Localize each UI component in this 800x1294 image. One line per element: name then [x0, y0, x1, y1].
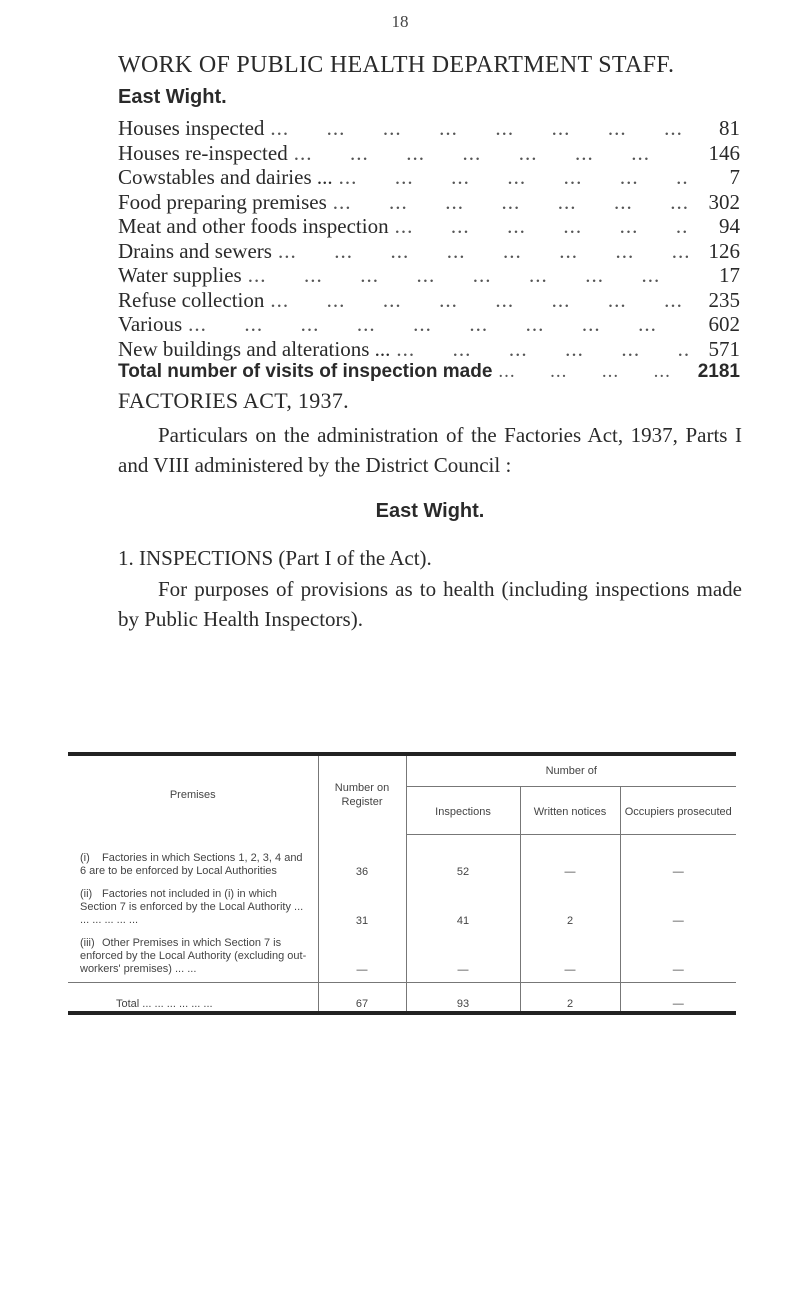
leader-dots: [272, 239, 688, 264]
visit-label: Meat and other foods inspection: [118, 214, 389, 238]
visit-value: 17: [719, 263, 740, 287]
visit-row: [118, 312, 740, 337]
visit-value: 126: [708, 238, 740, 263]
leader-dots: [242, 263, 688, 288]
cell-register: 31: [318, 884, 406, 933]
total-occupiers-prosecuted: —: [620, 983, 736, 1012]
visit-value: 302: [708, 189, 740, 214]
total-label: Total ... ... ... ... ... ...: [68, 983, 318, 1012]
cell-register: 36: [318, 835, 406, 885]
total-written-notices: 2: [520, 983, 620, 1012]
visits-total-value: 2181: [697, 361, 740, 382]
visit-row: [118, 116, 740, 141]
cell-written-notices: —: [520, 835, 620, 885]
cell-inspections: —: [406, 933, 520, 983]
visit-value: 571: [708, 336, 740, 361]
visit-row: [118, 263, 740, 288]
visit-label: Water supplies: [118, 263, 242, 287]
cell-occupiers-prosecuted: —: [620, 933, 736, 983]
leader-dots: [389, 214, 688, 239]
factories-act-heading: FACTORIES ACT, 1937.: [118, 388, 349, 413]
row-number: (i): [80, 852, 90, 864]
inspections-heading: 1. INSPECTIONS (Part I of the Act).: [118, 546, 432, 570]
visit-value: 7: [729, 165, 740, 189]
region-heading: East Wight.: [118, 86, 227, 108]
row-number: (iii): [80, 937, 95, 949]
visits-total-row: [118, 361, 740, 386]
total-inspections: 93: [406, 983, 520, 1012]
visit-label: Refuse collection: [118, 287, 265, 312]
cell-occupiers-prosecuted: —: [620, 884, 736, 933]
visit-row: [118, 337, 740, 362]
leader-dots: [264, 288, 688, 313]
premises-text: Factories not included in (i) in which Section 7 is enforced by the Local Authority ... ... ... ... ... ...: [80, 888, 304, 926]
inspections-table: [68, 756, 736, 1011]
header-written-notices: Written notices: [520, 787, 620, 835]
visit-value: 146: [708, 140, 740, 165]
visit-label: New buildings and alterations ...: [118, 336, 391, 361]
visits-total-label: Total number of visits of inspection made: [118, 361, 493, 382]
visit-row: [118, 141, 740, 166]
visit-row: [118, 288, 740, 313]
region-heading-secondary: East Wight.: [375, 500, 485, 522]
visit-label: Various: [118, 312, 183, 336]
table-row: [68, 884, 736, 933]
leader-dots: [390, 337, 688, 362]
cell-written-notices: —: [520, 933, 620, 983]
leader-dots: [264, 116, 688, 141]
cell-occupiers-prosecuted: —: [620, 835, 736, 885]
visit-value: 235: [708, 287, 740, 312]
table-row: [68, 933, 736, 983]
premises-text: Other Premises in which Section 7 is enforced by the Local Authority (excluding out-workers' premises) ... ...: [80, 937, 307, 975]
leader-dots: [288, 141, 688, 166]
premises-description: [68, 835, 318, 885]
visits-list: [118, 116, 740, 386]
page-title: WORK OF PUBLIC HEALTH DEPARTMENT STAFF.: [118, 52, 675, 78]
header-number-on-register: Number on Register: [318, 756, 406, 835]
leader-dots: [492, 361, 688, 383]
visit-row: [118, 239, 740, 264]
visit-value: 81: [719, 116, 740, 140]
premises-description: [68, 884, 318, 933]
visit-label: Houses inspected: [118, 116, 265, 140]
table-bottom-rule: [68, 1011, 736, 1015]
visit-value: 602: [708, 312, 740, 336]
table-total-row: [68, 983, 736, 1012]
inspections-table-container: [68, 752, 736, 1015]
cell-inspections: 41: [406, 884, 520, 933]
visit-label: Food preparing premises: [118, 189, 327, 214]
purposes-paragraph: For purposes of provisions as to health (including inspections made by Public Health Inspectors).: [118, 577, 742, 631]
header-number-of: Number of: [406, 756, 736, 787]
premises-text: Factories in which Sections 1, 2, 3, 4 and 6 are to be enforced by Local Authorities: [80, 852, 303, 877]
visit-label: Drains and sewers: [118, 238, 272, 263]
header-occupiers-prosecuted: Occupiers prosecuted: [620, 787, 736, 835]
visit-row: [118, 214, 740, 239]
page-number: 18: [391, 12, 409, 31]
premises-description: [68, 933, 318, 983]
leader-dots: [327, 190, 688, 215]
header-premises: Premises: [169, 789, 216, 802]
visit-row: [118, 190, 740, 215]
table-row: [68, 835, 736, 885]
leader-dots: [182, 312, 688, 337]
cell-inspections: 52: [406, 835, 520, 885]
cell-register: —: [318, 933, 406, 983]
visit-value: 94: [719, 214, 740, 238]
row-number: (ii): [80, 888, 93, 900]
visit-label: Houses re-inspected: [118, 140, 288, 165]
visit-label: Cowstables and dairies ...: [118, 165, 333, 189]
visit-row: [118, 165, 740, 190]
header-inspections: Inspections: [406, 787, 520, 835]
leader-dots: [333, 165, 688, 190]
particulars-paragraph: Particulars on the administration of the Factories Act, 1937, Parts I and VIII administered by the District Council :: [118, 423, 742, 477]
cell-written-notices: 2: [520, 884, 620, 933]
total-register: 67: [318, 983, 406, 1012]
